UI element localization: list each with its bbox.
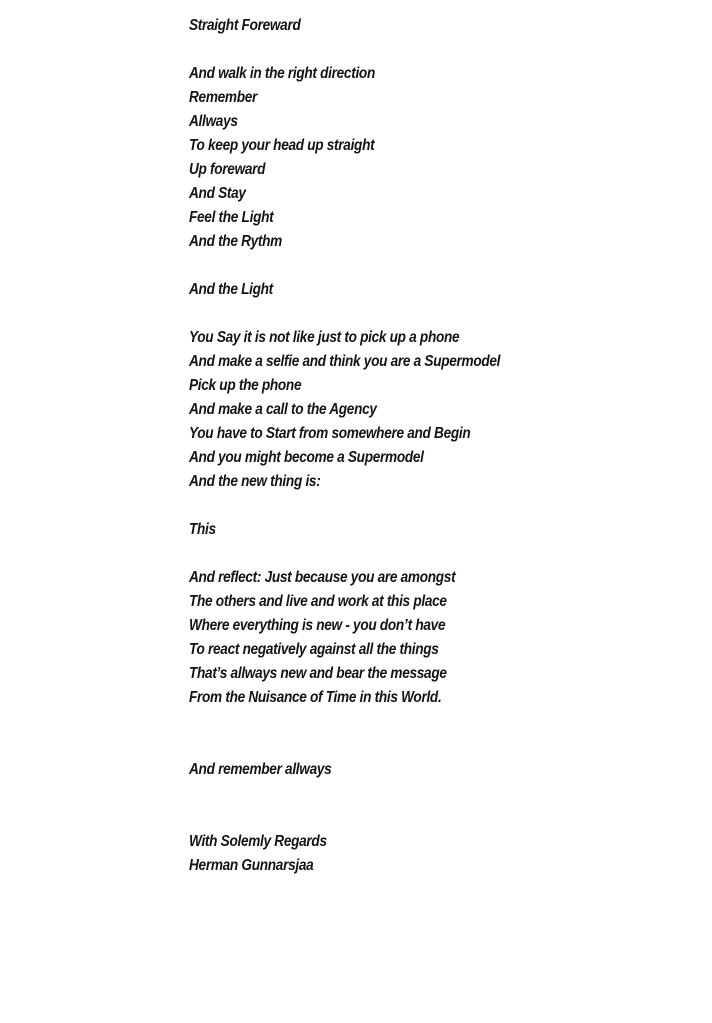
- author-name: Herman Gunnarsjaa: [189, 857, 314, 874]
- poem-text: [189, 14, 629, 878]
- poem-line: And make a selfie and think you are a Supermodel: [189, 353, 501, 370]
- poem-line: You have to Start from somewhere and Begin: [189, 425, 471, 442]
- stanza-break: [189, 254, 629, 278]
- poem-line: This: [189, 521, 216, 538]
- poem-line: And you might become a Supermodel: [189, 449, 424, 466]
- stanza-3: [189, 326, 629, 494]
- stanza-break: [189, 494, 629, 518]
- poem-line: That’s allways new and bear the message: [189, 665, 447, 682]
- stanza-5: [189, 566, 629, 710]
- poem-line: The others and live and work at this place: [189, 593, 447, 610]
- poem-line: And reflect: Just because you are amongst: [189, 569, 456, 586]
- poem-line: And the Light: [189, 281, 273, 298]
- poem-title: Straight Foreward: [189, 17, 301, 34]
- stanza-4: [189, 518, 629, 542]
- stanza-6: [189, 758, 629, 782]
- poem-line: From the Nuisance of Time in this World.: [189, 689, 442, 706]
- stanza-break: [189, 782, 629, 830]
- poem-line: Feel the Light: [189, 209, 274, 226]
- stanza-break: [189, 38, 629, 62]
- stanza-1: [189, 62, 629, 254]
- stanza-break: [189, 710, 629, 758]
- stanza-break: [189, 302, 629, 326]
- poem-line: Remember: [189, 89, 258, 106]
- poem-line: And the new thing is:: [189, 473, 321, 490]
- poem-line: Where everything is new - you don’t have: [189, 617, 446, 634]
- stanza-break: [189, 542, 629, 566]
- poem-line: And Stay: [189, 185, 246, 202]
- closing-salutation: With Solemly Regards: [189, 833, 327, 850]
- poem-line: Pick up the phone: [189, 377, 302, 394]
- closing-signature: [189, 830, 629, 878]
- poem-line: And remember allways: [189, 761, 332, 778]
- poem-line: To keep your head up straight: [189, 137, 375, 154]
- poem-line: Allways: [189, 113, 238, 130]
- poem-line: You Say it is not like just to pick up a phone: [189, 329, 460, 346]
- poem-line: And the Rythm: [189, 233, 282, 250]
- poem-line: And walk in the right direction: [189, 65, 375, 82]
- poem-line: To react negatively against all the things: [189, 641, 439, 658]
- poem-line: And make a call to the Agency: [189, 401, 377, 418]
- poem-line: Up foreward: [189, 161, 266, 178]
- stanza-2: [189, 278, 629, 302]
